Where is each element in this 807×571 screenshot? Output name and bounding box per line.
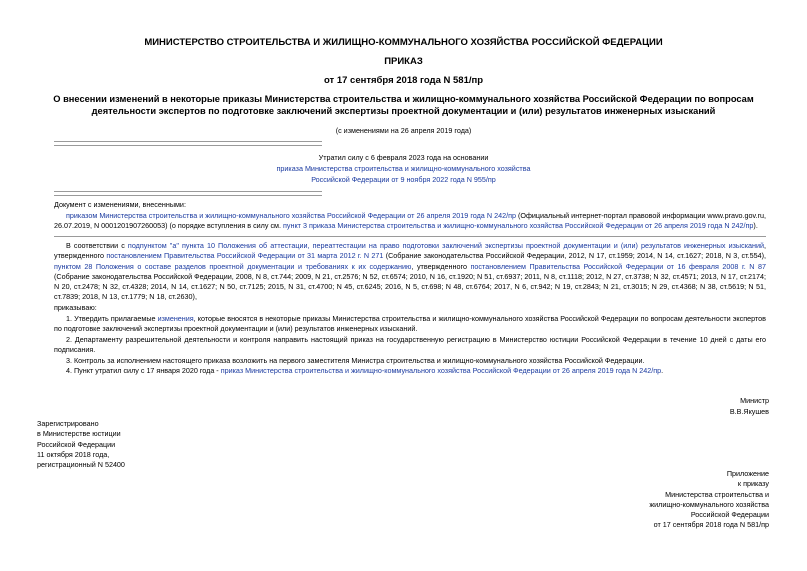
preamble-link-resolution-271[interactable]: постановлением Правительства Российской Федерации от 31 марта 2012 г. N 271 xyxy=(106,251,384,261)
signature-position: Министр xyxy=(740,396,769,405)
expired-basis-link-2[interactable]: Российской Федерации от 9 ноября 2022 года N 955/пр xyxy=(311,175,496,184)
signature-name: В.В.Якушев xyxy=(729,407,769,416)
order-item-3: 3. Контроль за исполнением настоящего приказа возложить на первого заместителя Министра строительства и жилищно-коммунального хозяйства Российской Федерации. xyxy=(66,356,645,365)
divider xyxy=(54,145,322,146)
registration-line: в Министерстве юстиции xyxy=(37,429,121,439)
expired-note: Утратил силу с 6 февраля 2023 года на основании xyxy=(318,153,489,162)
amendments-note: (с изменениями на 26 апреля 2019 года) xyxy=(335,126,472,135)
appendix-line: Приложение xyxy=(726,469,769,478)
preamble-link-attestation-regulation[interactable]: подпунктом "а" пункта 10 Положения об аттестации, переаттестации на право подготовки заключений экспертизы проектной документации и (или) результатов инженерных изысканий xyxy=(127,241,764,250)
appendix-line: к приказу xyxy=(737,479,769,489)
registration-line: Российской Федерации xyxy=(37,439,116,449)
changes-link-clause-3[interactable]: пункт 3 приказа Министерства строительства и жилищно-коммунального хозяйства Российской Федерации от 26 апреля 2019 года N 242/пр xyxy=(283,221,754,231)
order-title-line2: деятельности экспертов по подготовке заключений экспертизы проектной документации и (или) результатов инженерных изысканий xyxy=(91,106,716,116)
divider xyxy=(54,141,322,142)
divider xyxy=(54,191,322,192)
registration-block xyxy=(37,419,125,470)
appendix-line: жилищно-коммунального хозяйства xyxy=(649,499,769,509)
ministry-heading: МИНИСТЕРСТВО СТРОИТЕЛЬСТВА И ЖИЛИЩНО-КОММУНАЛЬНОГО ХОЗЯЙСТВА РОССИЙСКОЙ ФЕДЕРАЦИИ xyxy=(144,37,663,48)
order-item-1: 1. Утвердить прилагаемые изменения, которые вносятся в некоторые приказы Министерства строительства и жилищно-коммунального хозяйства Российской Федерации по вопросам деятельности экспертов по подготовке заключений экспертизы проектной документации и (или) результатов инженерных изысканий. xyxy=(54,314,766,334)
preamble-link-resolution-87[interactable]: постановлением Правительства Российской Федерации от 16 февраля 2008 г. N 87 xyxy=(470,261,766,271)
order-title-line1: О внесении изменений в некоторые приказы Министерства строительства и жилищно-коммунального хозяйства Российской Федерации по вопросам xyxy=(53,94,754,104)
order-date-number: от 17 сентября 2018 года N 581/пр xyxy=(323,75,484,86)
expired-basis-link[interactable]: приказа Министерства строительства и жилищно-коммунального хозяйства xyxy=(276,164,531,173)
appendix-line: Российской Федерации xyxy=(690,510,769,520)
order-word: приказываю: xyxy=(54,303,97,312)
doc-type-heading: ПРИКАЗ xyxy=(384,56,423,67)
changes-text: приказом Министерства строительства и жилищно-коммунального хозяйства Российской Федерации от 26 апреля 2019 года N 242/пр (Официальный интернет-портал правовой информации www.pravo.gov.ru, 26.07.2019, N 0001201907260053) (о порядке вступления в силу см. пункт 3 приказа Министерства строительства и жилищно-коммунального хозяйства Российской Федерации от 26 апреля 2019 года N 242/пр). xyxy=(54,211,766,231)
item4-link-order-242[interactable]: приказ Министерства строительства и жилищно-коммунального хозяйства Российской Федерации от 26 апреля 2019 года N 242/пр xyxy=(220,366,662,375)
preamble-paragraph: В соответствии с подпунктом "а" пункта 10 Положения об аттестации, переаттестации на право подготовки заключений экспертизы проектной документации и (или) результатов инженерных изысканий, утвержденного постановлением Правительства Российской Федерации от 31 марта 2012 г. N 271 (Собрание законодательства Российской Федерации, 2012, N 17, ст.1959; 2014, N 14, ст.1627; 2018, N 3, ст.554), пунктом 28 Положения о составе разделов проектной документации и требованиях к их содержанию, утвержденного постановлением Правительства Российской Федерации от 16 февраля 2008 г. N 87 (Собрание законодательства Российской Федерации, 2008, N 8, ст.744; 2009, N 21, ст.2576; N 52, ст.6574; 2010, N 16, ст.1920; N 51, ст.6937; 2011, N 8, ст.1118; 2012, N 27, ст.3738; N 32, ст.4571; 2013, N 17, ст.2174; N 20, ст.2478; N 32, ст.4328; 2014, N 14, ст.1627; N 50, ст.7125; 2015, N 31, ст.4700; N 45, ст.6245; 2016, N 5, ст.698; N 48, ст.6764; 2017, N 6, ст.942; N 19, ст.2843; N 21, ст.3015; N 29, ст.4368; N 38, ст.5619; N 51, ст.7839; 2018, N 13, ст.1779; N 18, ст.2630), xyxy=(54,241,766,302)
divider xyxy=(54,195,322,196)
appendix-line: от 17 сентября 2018 года N 581/пр xyxy=(653,520,769,530)
changes-appendix-link[interactable]: изменения xyxy=(157,314,194,323)
preamble-link-clause-28[interactable]: пунктом 28 Положения о составе разделов проектной документации и требованиях к их содержанию xyxy=(54,261,412,271)
registration-line: Зарегистрировано xyxy=(37,419,99,428)
changes-link-order-242[interactable]: приказом Министерства строительства и жилищно-коммунального хозяйства Российской Федерации от 26 апреля 2019 года N 242/пр xyxy=(66,211,516,220)
registration-line: 11 октября 2018 года, xyxy=(37,449,110,459)
order-item-4: 4. Пункт утратил силу с 17 января 2020 года - приказ Министерства строительства и жилищно-коммунального хозяйства Российской Федерации от 26 апреля 2019 года N 242/пр. xyxy=(66,366,664,375)
order-item-2: 2. Департаменту разрешительной деятельности и контроля направить настоящий приказ на государственную регистрацию в Министерство юстиции Российской Федерации в течение 10 дней с даты его подписания. xyxy=(54,335,766,355)
appendix-line: Министерства строительства и xyxy=(665,489,769,499)
changes-label: Документ с изменениями, внесенными: xyxy=(54,200,186,209)
registration-line: регистрационный N 52400 xyxy=(37,460,125,470)
divider xyxy=(54,236,766,237)
appendix-block xyxy=(649,469,769,531)
